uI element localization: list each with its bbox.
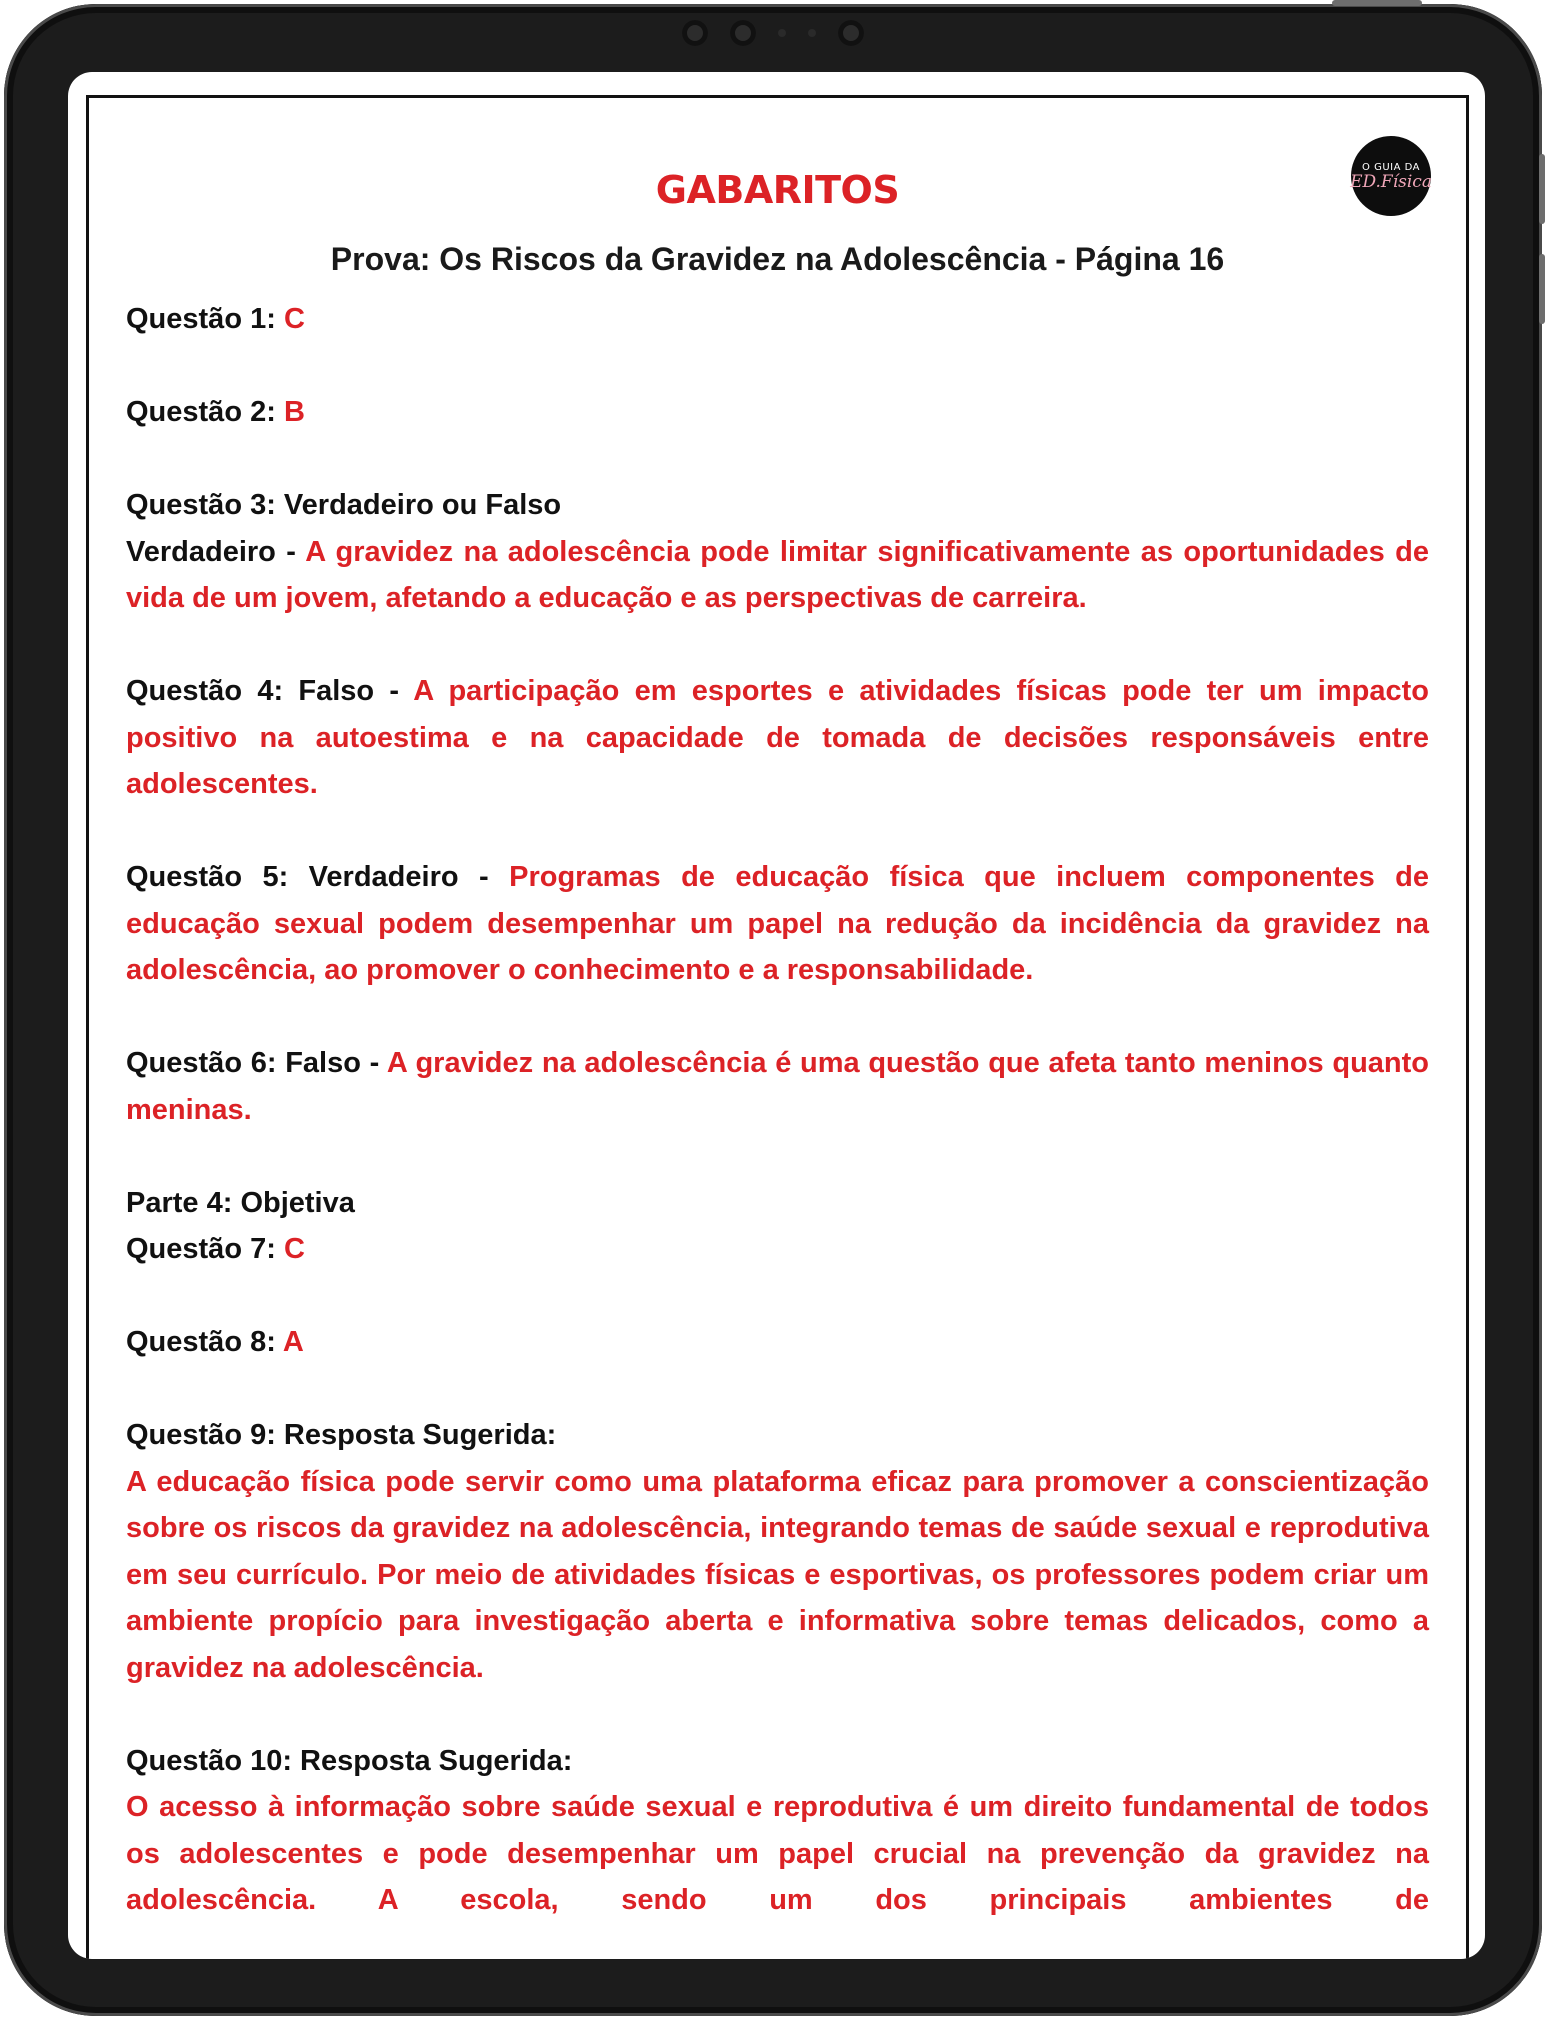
question-label: Questão 7: [126,1233,284,1265]
page-subtitle: Prova: Os Riscos da Gravidez na Adolescência - Página 16 [330,241,1225,277]
question-1 [126,296,1429,343]
question-label: Questão 4: Falso - [126,675,414,707]
page-title: GABARITOS [655,168,900,212]
question-9-answer: A educação física pode servir como uma plataforma eficaz para promover a conscientização sobre os riscos da gravidez na adolescência, integrando temas de saúde sexual e reprodutiva em seu currículo. Por meio de atividades físicas e esportivas, os professores podem criar um ambiente propício para investigação aberta e informativa sobre temas delicados, como a gravidez na adolescência. [126,1465,1429,1684]
answer-text: A gravidez na adolescência é uma questão que afeta tanto meninos quanto meninas. [126,1047,1429,1126]
question-label: Questão 8: [126,1326,283,1358]
question-4 [126,668,1429,808]
question-6 [126,1040,1429,1133]
answer-text: A participação em esportes e atividades físicas pode ter um impacto positivo na autoestima e na capacidade de tomada de decisões responsáveis entre adolescentes. [126,675,1429,800]
answer-text: A [282,1326,304,1358]
question-10-answer: O acesso à informação sobre saúde sexual e reprodutiva é um direito fundamental de todos os adolescentes e pode desempenhar um papel crucial na prevenção da gravidez na adolescência. A escola, sendo um dos principais ambientes de [126,1791,1429,1916]
answer-text: C [283,1233,305,1265]
camera-sensors [682,20,864,46]
sensor-icon [730,20,756,46]
logo-bottom-text: ED.Física [1350,171,1432,192]
question-3 [126,529,1429,622]
answer-key-page [86,95,1469,1959]
question-5 [126,854,1429,994]
question-9-heading: Questão 9: Resposta Sugerida: [126,1419,557,1451]
question-2 [126,389,1429,436]
question-7 [126,1226,1429,1273]
question-label: Questão 1: [126,303,284,335]
volume-down-button [1539,254,1545,324]
answer-text: C [283,303,305,335]
volume-up-button [1539,154,1545,224]
part-4-heading: Parte 4: Objetiva [126,1186,355,1219]
sensor-dot [808,29,816,37]
logo-top-text: O GUIA DA [1362,161,1420,173]
question-3-heading: Questão 3: Verdadeiro ou Falso [126,489,562,521]
top-button [1332,0,1422,6]
sensor-dot [778,29,786,37]
answers-content [126,296,1429,1959]
question-label: Questão 5: Verdadeiro - [126,861,510,893]
camera-icon [682,20,708,46]
question-8 [126,1319,1429,1366]
answer-text: B [283,396,305,428]
question-10-heading: Questão 10: Resposta Sugerida: [126,1744,573,1777]
tablet-frame [4,4,1542,2016]
camera-icon [838,20,864,46]
question-label: Questão 6: Falso - [126,1047,387,1079]
answer-text: Programas de educação física que incluem componentes de educação sexual podem desempenhar um papel na redução da incidência da gravidez na adolescência, ao promover o conhecimento e a responsabilidade. [126,861,1429,986]
answer-text: A gravidez na adolescência pode limitar significativamente as oportunidades de vida de um jovem, afetando a educação e as perspectivas de carreira. [126,535,1429,614]
screen [68,72,1485,1959]
question-label: Verdadeiro - [126,535,306,568]
question-label: Questão 2: [126,396,284,428]
